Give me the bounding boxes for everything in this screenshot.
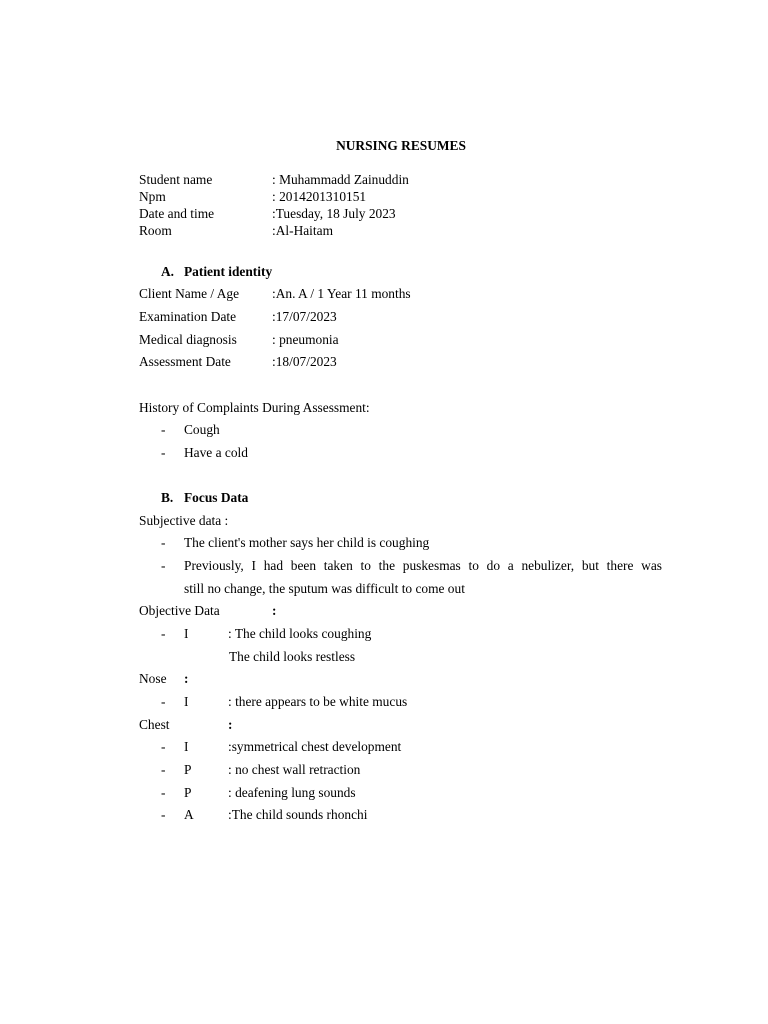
medical-diagnosis-value: : pneumonia <box>272 332 339 347</box>
client-name-label: Client Name / Age <box>139 286 240 301</box>
list-dash: - <box>161 762 166 777</box>
finding-code: I <box>184 626 189 641</box>
subjective-item-continuation: still no change, the sputum was difficult to come out <box>184 581 465 596</box>
finding-code: A <box>184 807 194 822</box>
section-b-heading: Focus Data <box>184 490 249 505</box>
list-dash: - <box>161 694 166 709</box>
finding-text: :symmetrical chest development <box>228 739 402 754</box>
finding-text: The child looks restless <box>229 649 356 664</box>
history-heading: History of Complaints During Assessment: <box>139 400 370 415</box>
examination-date-label: Examination Date <box>139 309 237 324</box>
assessment-date-value: :18/07/2023 <box>272 354 337 369</box>
student-name-label: Student name <box>139 172 213 187</box>
document-title: NURSING RESUMES <box>336 138 466 153</box>
npm-value: : 2014201310151 <box>272 189 367 204</box>
date-time-label: Date and time <box>139 206 215 221</box>
list-dash: - <box>161 785 166 800</box>
history-item: Have a cold <box>184 445 248 460</box>
nose-label: Nose <box>139 671 167 686</box>
chest-colon: : <box>228 717 233 732</box>
finding-text: : deafening lung sounds <box>228 785 356 800</box>
list-dash: - <box>161 445 166 460</box>
section-a-marker: A. <box>161 264 175 279</box>
finding-text: : no chest wall retraction <box>228 762 361 777</box>
finding-code: P <box>184 785 192 800</box>
finding-code: I <box>184 739 189 754</box>
list-dash: - <box>161 807 166 822</box>
subjective-item: The client's mother says her child is coughing <box>184 535 430 550</box>
date-time-value: :Tuesday, 18 July 2023 <box>272 206 396 221</box>
nose-colon: : <box>184 671 189 686</box>
chest-label: Chest <box>139 717 170 732</box>
section-a-heading: Patient identity <box>184 264 273 279</box>
finding-text: :The child sounds rhonchi <box>228 807 368 822</box>
section-b-marker: B. <box>161 490 174 505</box>
room-value: :Al-Haitam <box>272 223 333 238</box>
objective-colon: : <box>272 603 277 618</box>
subjective-data-label: Subjective data : <box>139 513 229 528</box>
list-dash: - <box>161 535 166 550</box>
list-dash: - <box>161 422 166 437</box>
finding-code: I <box>184 694 189 709</box>
npm-label: Npm <box>139 189 166 204</box>
objective-data-label: Objective Data <box>139 603 220 618</box>
list-dash: - <box>161 739 166 754</box>
student-name-value: : Muhammadd Zainuddin <box>272 172 409 187</box>
subjective-item: Previously, I had been taken to the puskesmas to do a nebulizer, but there was <box>184 558 662 573</box>
medical-diagnosis-label: Medical diagnosis <box>139 332 237 347</box>
room-label: Room <box>139 223 172 238</box>
list-dash: - <box>161 558 166 573</box>
finding-text: : there appears to be white mucus <box>228 694 408 709</box>
history-item: Cough <box>184 422 220 437</box>
examination-date-value: :17/07/2023 <box>272 309 337 324</box>
client-name-value: :An. A / 1 Year 11 months <box>272 286 411 301</box>
finding-text: : The child looks coughing <box>228 626 372 641</box>
finding-code: P <box>184 762 192 777</box>
assessment-date-label: Assessment Date <box>139 354 231 369</box>
list-dash: - <box>161 626 166 641</box>
